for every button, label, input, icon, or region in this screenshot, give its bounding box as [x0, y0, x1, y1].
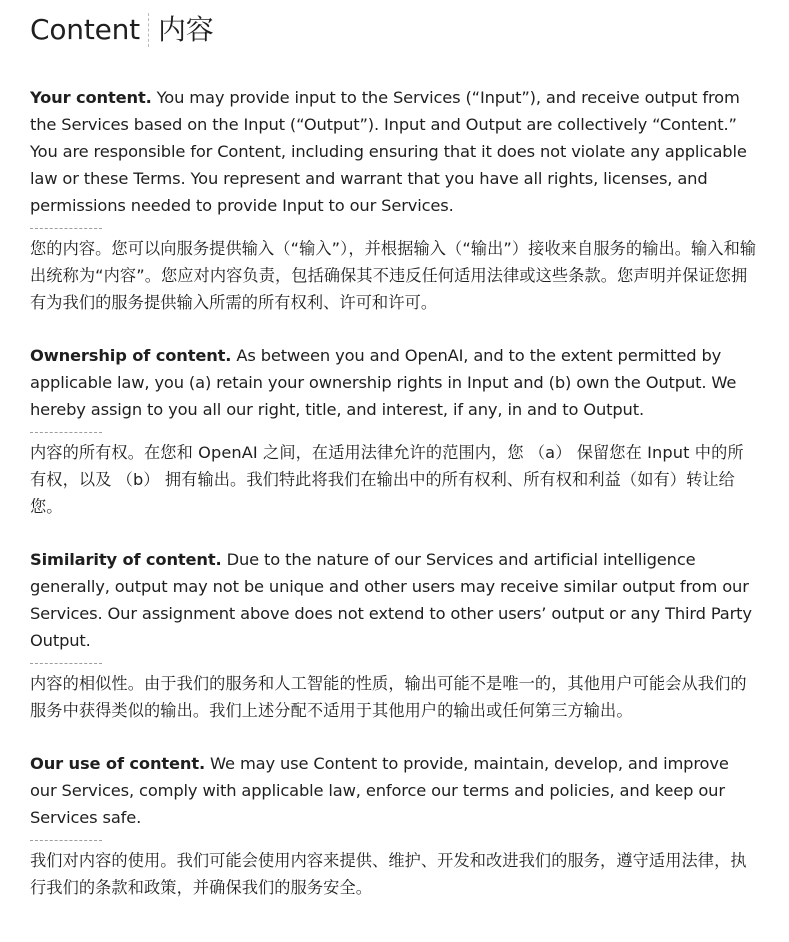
section-spacer: [30, 520, 759, 546]
translation-divider: [30, 228, 102, 229]
section-your-content: [30, 84, 759, 316]
section-heading: Your content.: [30, 88, 152, 107]
section-body: We may use Content to provide, maintain, develop, and improve our Services, comply with applicable law, enforce our terms and policies, and keep our Services safe.: [30, 754, 729, 827]
translation-divider: [30, 432, 102, 433]
title-divider: [148, 13, 149, 47]
english-paragraph: [30, 84, 759, 219]
section-body: Due to the nature of our Services and artificial intelligence generally, output may not be unique and other users may receive similar output from our Services. Our assignment above does not extend to other users’ output or any Third Party Output.: [30, 550, 752, 650]
chinese-translation: 您的内容。您可以向服务提供输入（“输入”），并根据输入（“输出”）接收来自服务的输出。输入和输出统称为“内容”。您应对内容负责，包括确保其不违反任何适用法律或这些条款。您声明并保证您拥有为我们的服务提供输入所需的所有权利、许可和许可。: [30, 239, 757, 312]
chinese-translation: 内容的所有权。在您和 OpenAI 之间，在适用法律允许的范围内，您 （a） 保留您在 Input 中的所有权，以及 （b） 拥有输出。我们特此将我们在输出中的所有权利、所有权和利益（如有）转让给您。: [30, 443, 744, 516]
translation-divider: [30, 663, 102, 664]
page-title-chinese: 内容: [157, 13, 214, 46]
page-title: [30, 12, 759, 48]
section-spacer: [30, 316, 759, 342]
english-paragraph: [30, 546, 759, 654]
translation-divider: [30, 840, 102, 841]
section-body: As between you and OpenAI, and to the extent permitted by applicable law, you (a) retain your ownership rights in Input and (b) own the Output. We hereby assign to you all our right, title, and interest, if any, in and to Output.: [30, 346, 737, 419]
english-paragraph: [30, 342, 759, 423]
chinese-translation: 我们对内容的使用。我们可能会使用内容来提供、维护、开发和改进我们的服务，遵守适用法律，执行我们的条款和政策，并确保我们的服务安全。: [30, 851, 747, 897]
section-similarity-of-content: [30, 546, 759, 724]
page-title-english: Content: [30, 13, 140, 46]
chinese-translation: 内容的相似性。由于我们的服务和人工智能的性质，输出可能不是唯一的，其他用户可能会从我们的服务中获得类似的输出。我们上述分配不适用于其他用户的输出或任何第三方输出。: [30, 674, 747, 720]
section-our-use-of-content: [30, 750, 759, 901]
section-spacer: [30, 724, 759, 750]
section-heading: Ownership of content.: [30, 346, 232, 365]
section-heading: Our use of content.: [30, 754, 206, 773]
section-ownership-of-content: [30, 342, 759, 520]
english-paragraph: [30, 750, 759, 831]
section-heading: Similarity of content.: [30, 550, 222, 569]
section-body: You may provide input to the Services (“Input”), and receive output from the Services based on the Input (“Output”). Input and Output are collectively “Content.” You are responsible for Content, including ensuring that it does not violate any applicable law or these Terms. You represent and warrant that you have all rights, licenses, and permissions needed to provide Input to our Services.: [30, 88, 747, 215]
